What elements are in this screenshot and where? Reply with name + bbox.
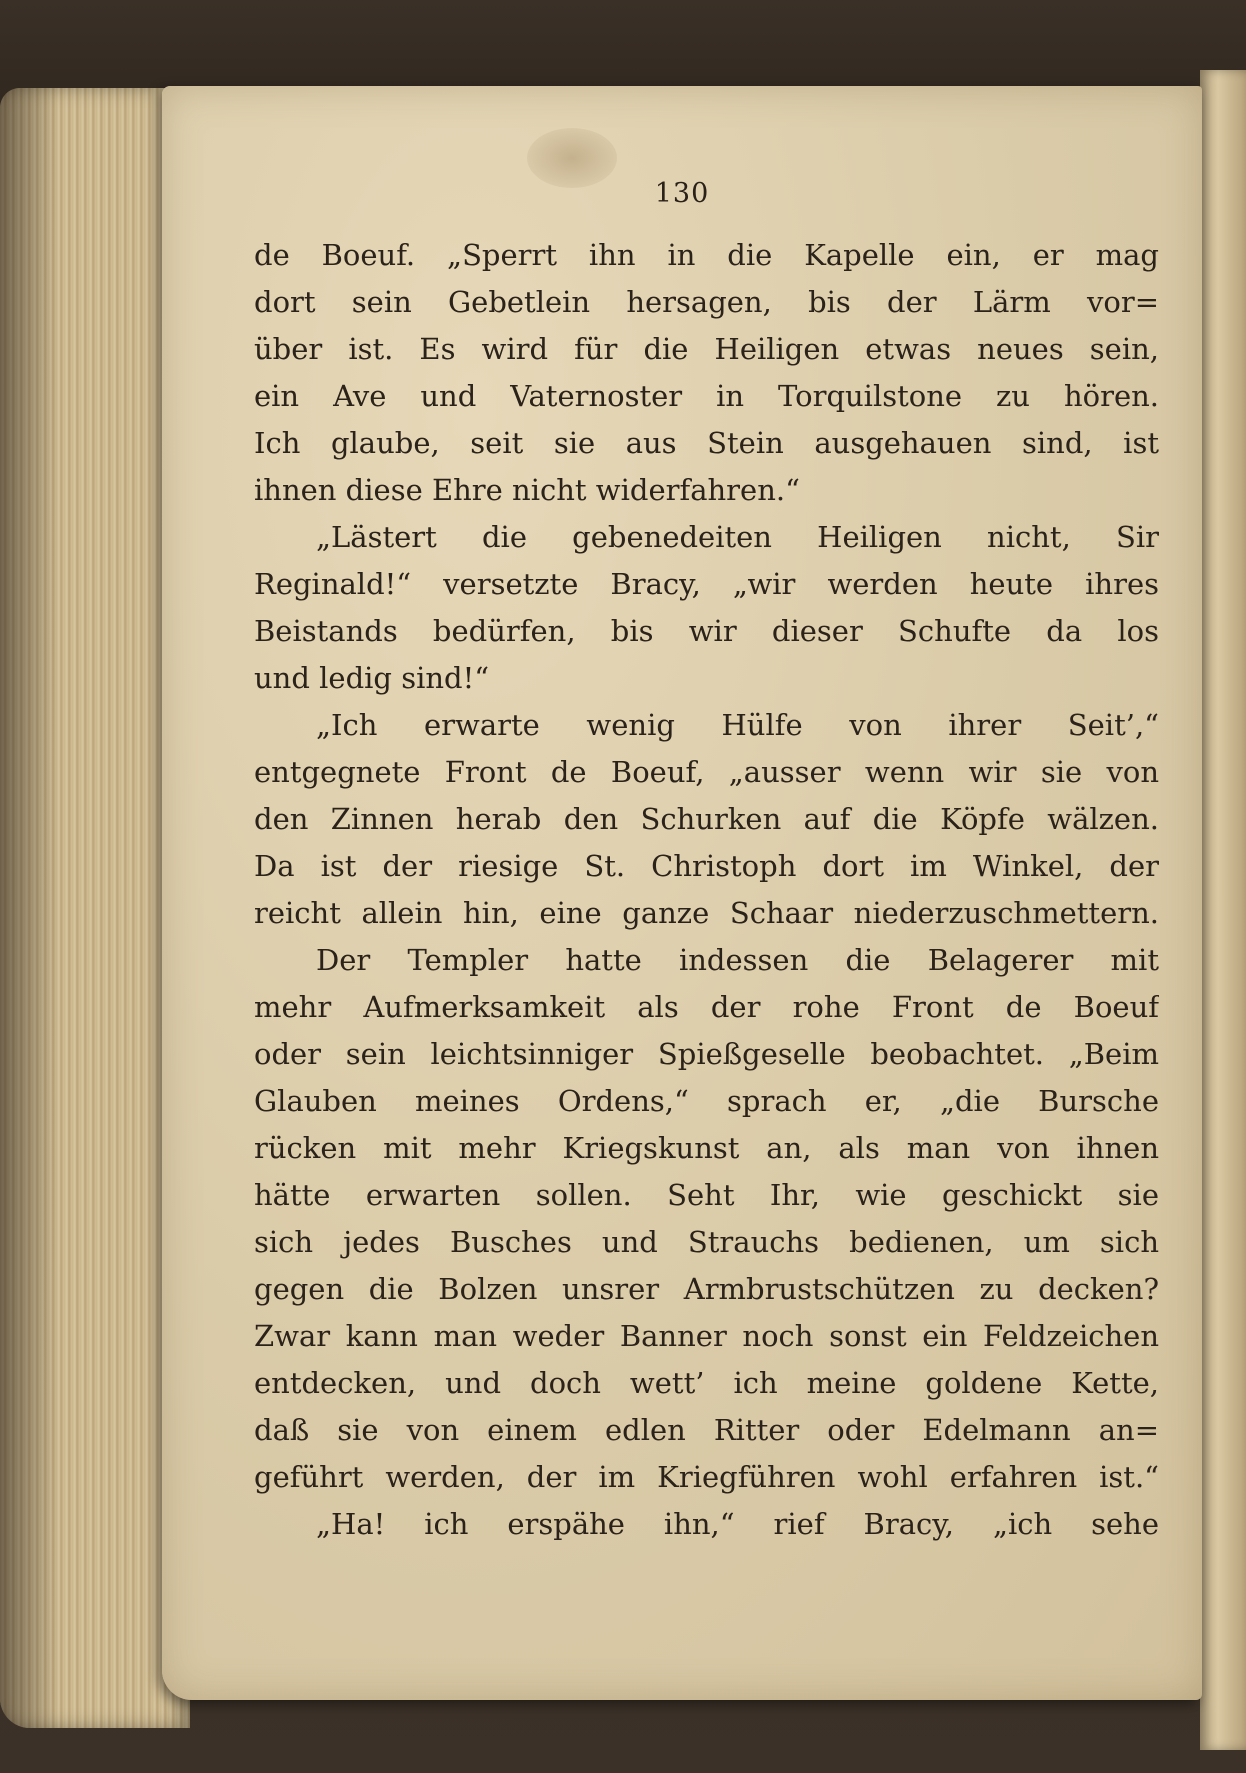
text-line: und ledig sind!“ xyxy=(254,661,490,695)
text-line: „Lästert die gebenedeiten Heiligen nicht, Sir xyxy=(316,520,1159,554)
text-line: Beistands bedürfen, bis wir dieser Schufte da los xyxy=(254,614,1159,648)
text-line: dort sein Gebetlein hersagen, bis der Lärm vor= xyxy=(254,285,1159,319)
text-line: ihnen diese Ehre nicht widerfahren.“ xyxy=(254,473,800,507)
text-line: geführt werden, der im Kriegführen wohl erfahren ist.“ xyxy=(254,1460,1159,1494)
facing-page-edge xyxy=(1200,70,1246,1750)
text-line: ein Ave und Vaternoster in Torquilstone zu hören. xyxy=(254,379,1159,413)
text-line: „Ich erwarte wenig Hülfe von ihrer Seit’,“ xyxy=(316,708,1159,742)
text-line: mehr Aufmerksamkeit als der rohe Front de Boeuf xyxy=(254,990,1159,1024)
text-line: „Ha! ich erspähe ihn,“ rief Bracy, „ich sehe xyxy=(316,1507,1159,1541)
text-line: Reginald!“ versetzte Bracy, „wir werden heute ihres xyxy=(254,567,1159,601)
text-line: de Boeuf. „Sperrt ihn in die Kapelle ein, er mag xyxy=(254,238,1159,272)
text-line: rücken mit mehr Kriegskunst an, als man von ihnen xyxy=(254,1131,1159,1165)
text-line: sich jedes Busches und Strauchs bedienen, um sich xyxy=(254,1225,1159,1259)
text-line: entdecken, und doch wett’ ich meine goldene Kette, xyxy=(254,1366,1159,1400)
text-line: Der Templer hatte indessen die Belagerer mit xyxy=(316,943,1159,977)
text-line: reicht allein hin, eine ganze Schaar niederzuschmettern. xyxy=(254,896,1159,930)
text-line: oder sein leichtsinniger Spießgeselle beobachtet. „Beim xyxy=(254,1037,1159,1071)
text-line: Ich glaube, seit sie aus Stein ausgehauen sind, ist xyxy=(254,426,1159,460)
text-line: Glauben meines Ordens,“ sprach er, „die Bursche xyxy=(254,1084,1159,1118)
text-line: über ist. Es wird für die Heiligen etwas neues sein, xyxy=(254,332,1159,366)
page-text xyxy=(254,232,1159,1548)
page-stack-shadow xyxy=(0,88,60,1728)
text-line: entgegnete Front de Boeuf, „ausser wenn wir sie von xyxy=(254,755,1159,789)
text-line: daß sie von einem edlen Ritter oder Edelmann an= xyxy=(254,1413,1159,1447)
text-line: Zwar kann man weder Banner noch sonst ein Feldzeichen xyxy=(254,1319,1159,1353)
text-line: gegen die Bolzen unsrer Armbrustschützen zu decken? xyxy=(254,1272,1159,1306)
book-page xyxy=(162,86,1202,1700)
text-line: den Zinnen herab den Schurken auf die Köpfe wälzen. xyxy=(254,802,1159,836)
page-number: 130 xyxy=(654,178,710,209)
text-line: Da ist der riesige St. Christoph dort im Winkel, der xyxy=(254,849,1159,883)
text-line: hätte erwarten sollen. Seht Ihr, wie geschickt sie xyxy=(254,1178,1159,1212)
